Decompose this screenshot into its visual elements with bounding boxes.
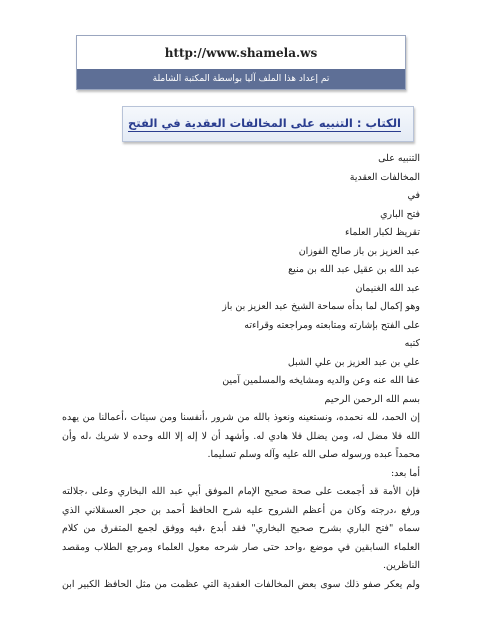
book-title-box bbox=[122, 106, 414, 142]
text-line: في bbox=[407, 190, 420, 201]
header-box bbox=[76, 35, 406, 90]
text-line: بسم الله الرحمن الرحيم bbox=[324, 393, 420, 405]
text-line: عبد الله بن عقيل عبد الله بن منيع bbox=[288, 264, 420, 275]
text-line: الناظرين. bbox=[383, 560, 420, 571]
text-line: فتح الباري bbox=[380, 208, 420, 220]
book-title: الكتاب : التنبيه على المخالفات العقدية في الفتح bbox=[127, 116, 401, 130]
text-line: المخالفات العقدية bbox=[349, 171, 420, 183]
text-line: ورفع ،درجته وكان من أعظم الشروح عليه شرح الحافظ أحمد بن حجر العسقلاني الذي bbox=[62, 504, 420, 516]
text-line: عبد الله الغنيمان bbox=[355, 282, 420, 294]
text-line: الله فلا مضل له، ومن يضلل فلا هادي له. وأشهد أن لا إله إلا الله وحده لا شريك ،له وأن bbox=[62, 430, 420, 442]
text-line: التنبيه على bbox=[378, 153, 420, 164]
text-line: أما بعد: bbox=[390, 467, 420, 479]
text-line: فإن الأمة قد أجمعت على صحة صحيح الإمام الموفق أبي عبد الله البخاري وعلى ،جلالته bbox=[62, 486, 420, 497]
text-line: عبد العزيز بن باز صالح الفوزان bbox=[298, 245, 420, 257]
text-line: عفا الله عنه وعن والديه ومشايخه والمسلمين آمين bbox=[222, 375, 420, 386]
header-subtitle: تم إعداد هذا الملف آليا بواسطة المكتبة الشاملة bbox=[77, 69, 405, 89]
text-line: وهو إكمال لما بدأه سماحة الشيخ عبد العزيز بن باز bbox=[222, 301, 420, 312]
text-line: كتبه bbox=[404, 338, 420, 349]
text-line: تقريظ لكبار العلماء bbox=[345, 227, 420, 238]
text-line: سماه "فتح الباري بشرح صحيح البخاري" فقد أبدع ،فيه ووفق لجمع المتفرق من كلام bbox=[62, 523, 420, 534]
text-line: علي بن عبد العزيز بن علي الشبل bbox=[287, 356, 420, 368]
text-line: إن الحمد، لله نحمده، ونستعينه ونعوذ بالله من شرور ،أنفسنا ومن سيئات ،أعمالنا من يهده bbox=[62, 412, 420, 423]
text-line: على الفتح بإشارته ومتابعته ومراجعته وقراءته bbox=[244, 319, 420, 331]
text-line: العلماء السابقين في موضع ،واحد حتى صار شرحه معول العلماء ومرجع الطلاب ومقصد bbox=[62, 541, 420, 553]
text-line: محمداً عبده ورسوله صلى الله عليه وآله وسلم تسليما. bbox=[207, 449, 420, 460]
book-body bbox=[62, 150, 420, 594]
text-line: ولم يعكر صفو ذلك سوى بعض المخالفات العقدية التي عظمت من مثل الحافظ الكبير ابن bbox=[62, 578, 420, 590]
site-url[interactable]: http://www.shamela.ws bbox=[164, 45, 318, 60]
